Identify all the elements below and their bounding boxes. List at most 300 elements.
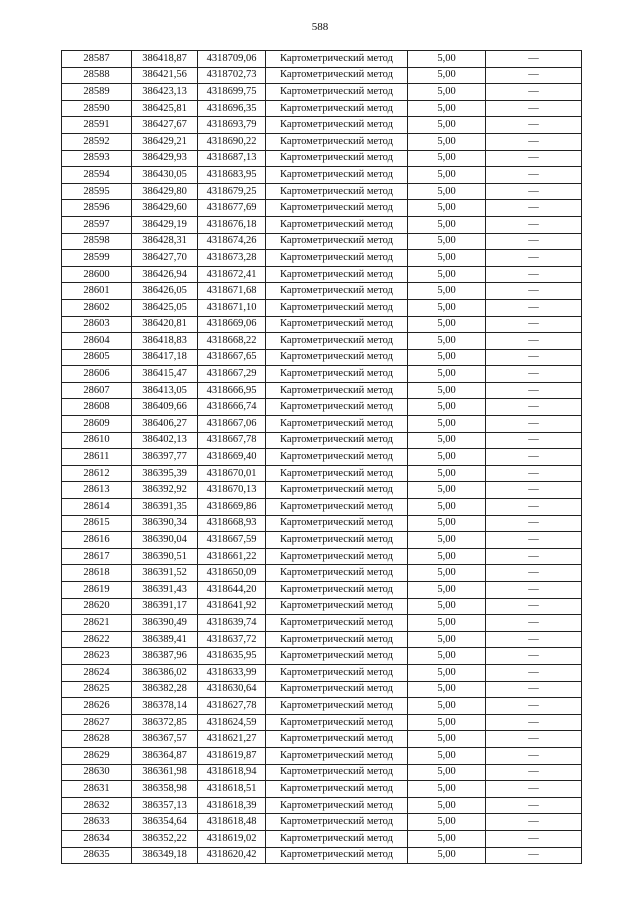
x-coordinate-cell: 386349,18 xyxy=(132,847,198,864)
table-row xyxy=(62,283,582,300)
method-cell: Картометрический метод xyxy=(266,366,408,383)
y-coordinate-cell: 4318667,78 xyxy=(198,432,266,449)
method-cell: Картометрический метод xyxy=(266,299,408,316)
method-cell: Картометрический метод xyxy=(266,781,408,798)
accuracy-cell: 5,00 xyxy=(408,664,486,681)
accuracy-cell: 5,00 xyxy=(408,548,486,565)
note-cell: — xyxy=(486,316,582,333)
method-cell: Картометрический метод xyxy=(266,150,408,167)
x-coordinate-cell: 386427,67 xyxy=(132,117,198,134)
note-cell: — xyxy=(486,349,582,366)
y-coordinate-cell: 4318668,22 xyxy=(198,333,266,350)
y-coordinate-cell: 4318661,22 xyxy=(198,548,266,565)
point-number-cell: 28608 xyxy=(62,399,132,416)
x-coordinate-cell: 386352,22 xyxy=(132,830,198,847)
x-coordinate-cell: 386427,70 xyxy=(132,250,198,267)
point-number-cell: 28606 xyxy=(62,366,132,383)
table-row xyxy=(62,681,582,698)
table-row xyxy=(62,515,582,532)
x-coordinate-cell: 386428,31 xyxy=(132,233,198,250)
accuracy-cell: 5,00 xyxy=(408,648,486,665)
accuracy-cell: 5,00 xyxy=(408,449,486,466)
y-coordinate-cell: 4318672,41 xyxy=(198,266,266,283)
table-row xyxy=(62,830,582,847)
method-cell: Картометрический метод xyxy=(266,482,408,499)
note-cell: — xyxy=(486,266,582,283)
table-row xyxy=(62,714,582,731)
accuracy-cell: 5,00 xyxy=(408,781,486,798)
note-cell: — xyxy=(486,598,582,615)
accuracy-cell: 5,00 xyxy=(408,382,486,399)
point-number-cell: 28611 xyxy=(62,449,132,466)
table-row xyxy=(62,465,582,482)
method-cell: Картометрический метод xyxy=(266,698,408,715)
method-cell: Картометрический метод xyxy=(266,615,408,632)
x-coordinate-cell: 386364,87 xyxy=(132,747,198,764)
x-coordinate-cell: 386372,85 xyxy=(132,714,198,731)
method-cell: Картометрический метод xyxy=(266,349,408,366)
table-row xyxy=(62,698,582,715)
y-coordinate-cell: 4318696,35 xyxy=(198,100,266,117)
accuracy-cell: 5,00 xyxy=(408,200,486,217)
accuracy-cell: 5,00 xyxy=(408,366,486,383)
x-coordinate-cell: 386421,56 xyxy=(132,67,198,84)
note-cell: — xyxy=(486,416,582,433)
point-number-cell: 28607 xyxy=(62,382,132,399)
table-row xyxy=(62,183,582,200)
note-cell: — xyxy=(486,449,582,466)
x-coordinate-cell: 386402,13 xyxy=(132,432,198,449)
note-cell: — xyxy=(486,216,582,233)
table-row xyxy=(62,299,582,316)
point-number-cell: 28631 xyxy=(62,781,132,798)
x-coordinate-cell: 386417,18 xyxy=(132,349,198,366)
x-coordinate-cell: 386395,39 xyxy=(132,465,198,482)
note-cell: — xyxy=(486,283,582,300)
table-row xyxy=(62,399,582,416)
table-row xyxy=(62,416,582,433)
note-cell: — xyxy=(486,200,582,217)
y-coordinate-cell: 4318667,65 xyxy=(198,349,266,366)
note-cell: — xyxy=(486,631,582,648)
method-cell: Картометрический метод xyxy=(266,681,408,698)
table-row xyxy=(62,664,582,681)
accuracy-cell: 5,00 xyxy=(408,250,486,267)
y-coordinate-cell: 4318669,40 xyxy=(198,449,266,466)
point-number-cell: 28610 xyxy=(62,432,132,449)
accuracy-cell: 5,00 xyxy=(408,631,486,648)
method-cell: Картометрический метод xyxy=(266,548,408,565)
x-coordinate-cell: 386390,51 xyxy=(132,548,198,565)
accuracy-cell: 5,00 xyxy=(408,582,486,599)
method-cell: Картометрический метод xyxy=(266,133,408,150)
table-row xyxy=(62,117,582,134)
x-coordinate-cell: 386361,98 xyxy=(132,764,198,781)
table-row xyxy=(62,631,582,648)
point-number-cell: 28596 xyxy=(62,200,132,217)
x-coordinate-cell: 386429,80 xyxy=(132,183,198,200)
y-coordinate-cell: 4318650,09 xyxy=(198,565,266,582)
method-cell: Картометрический метод xyxy=(266,183,408,200)
point-number-cell: 28625 xyxy=(62,681,132,698)
note-cell: — xyxy=(486,764,582,781)
note-cell: — xyxy=(486,797,582,814)
accuracy-cell: 5,00 xyxy=(408,183,486,200)
note-cell: — xyxy=(486,299,582,316)
x-coordinate-cell: 386358,98 xyxy=(132,781,198,798)
table-row xyxy=(62,200,582,217)
table-row xyxy=(62,615,582,632)
point-number-cell: 28633 xyxy=(62,814,132,831)
point-number-cell: 28600 xyxy=(62,266,132,283)
y-coordinate-cell: 4318683,95 xyxy=(198,167,266,184)
x-coordinate-cell: 386387,96 xyxy=(132,648,198,665)
point-number-cell: 28618 xyxy=(62,565,132,582)
note-cell: — xyxy=(486,515,582,532)
point-number-cell: 28609 xyxy=(62,416,132,433)
method-cell: Картометрический метод xyxy=(266,51,408,68)
accuracy-cell: 5,00 xyxy=(408,167,486,184)
y-coordinate-cell: 4318669,86 xyxy=(198,499,266,516)
point-number-cell: 28587 xyxy=(62,51,132,68)
method-cell: Картометрический метод xyxy=(266,216,408,233)
page-number: 588 xyxy=(311,21,329,33)
accuracy-cell: 5,00 xyxy=(408,84,486,101)
x-coordinate-cell: 386423,13 xyxy=(132,84,198,101)
method-cell: Картометрический метод xyxy=(266,648,408,665)
point-number-cell: 28622 xyxy=(62,631,132,648)
note-cell: — xyxy=(486,582,582,599)
accuracy-cell: 5,00 xyxy=(408,847,486,864)
point-number-cell: 28635 xyxy=(62,847,132,864)
table-row xyxy=(62,51,582,68)
x-coordinate-cell: 386418,87 xyxy=(132,51,198,68)
point-number-cell: 28634 xyxy=(62,830,132,847)
x-coordinate-cell: 386420,81 xyxy=(132,316,198,333)
y-coordinate-cell: 4318618,51 xyxy=(198,781,266,798)
accuracy-cell: 5,00 xyxy=(408,615,486,632)
method-cell: Картометрический метод xyxy=(266,67,408,84)
method-cell: Картометрический метод xyxy=(266,399,408,416)
note-cell: — xyxy=(486,565,582,582)
point-number-cell: 28619 xyxy=(62,582,132,599)
method-cell: Картометрический метод xyxy=(266,499,408,516)
y-coordinate-cell: 4318666,95 xyxy=(198,382,266,399)
table-row xyxy=(62,67,582,84)
point-number-cell: 28620 xyxy=(62,598,132,615)
point-number-cell: 28590 xyxy=(62,100,132,117)
y-coordinate-cell: 4318677,69 xyxy=(198,200,266,217)
note-cell: — xyxy=(486,731,582,748)
table-row xyxy=(62,349,582,366)
x-coordinate-cell: 386425,05 xyxy=(132,299,198,316)
method-cell: Картометрический метод xyxy=(266,582,408,599)
table-row xyxy=(62,814,582,831)
point-number-cell: 28612 xyxy=(62,465,132,482)
point-number-cell: 28593 xyxy=(62,150,132,167)
y-coordinate-cell: 4318671,68 xyxy=(198,283,266,300)
note-cell: — xyxy=(486,714,582,731)
y-coordinate-cell: 4318620,42 xyxy=(198,847,266,864)
note-cell: — xyxy=(486,847,582,864)
method-cell: Картометрический метод xyxy=(266,382,408,399)
accuracy-cell: 5,00 xyxy=(408,797,486,814)
accuracy-cell: 5,00 xyxy=(408,416,486,433)
y-coordinate-cell: 4318676,18 xyxy=(198,216,266,233)
note-cell: — xyxy=(486,681,582,698)
point-number-cell: 28591 xyxy=(62,117,132,134)
y-coordinate-cell: 4318639,74 xyxy=(198,615,266,632)
note-cell: — xyxy=(486,117,582,134)
y-coordinate-cell: 4318618,94 xyxy=(198,764,266,781)
note-cell: — xyxy=(486,84,582,101)
y-coordinate-cell: 4318670,01 xyxy=(198,465,266,482)
accuracy-cell: 5,00 xyxy=(408,299,486,316)
table-row xyxy=(62,764,582,781)
table-row xyxy=(62,382,582,399)
table-row xyxy=(62,781,582,798)
y-coordinate-cell: 4318687,13 xyxy=(198,150,266,167)
note-cell: — xyxy=(486,167,582,184)
point-number-cell: 28628 xyxy=(62,731,132,748)
y-coordinate-cell: 4318627,78 xyxy=(198,698,266,715)
note-cell: — xyxy=(486,615,582,632)
x-coordinate-cell: 386382,28 xyxy=(132,681,198,698)
x-coordinate-cell: 386397,77 xyxy=(132,449,198,466)
x-coordinate-cell: 386392,92 xyxy=(132,482,198,499)
x-coordinate-cell: 386391,17 xyxy=(132,598,198,615)
table-row xyxy=(62,482,582,499)
table-row xyxy=(62,167,582,184)
x-coordinate-cell: 386389,41 xyxy=(132,631,198,648)
y-coordinate-cell: 4318666,74 xyxy=(198,399,266,416)
point-number-cell: 28627 xyxy=(62,714,132,731)
x-coordinate-cell: 386354,64 xyxy=(132,814,198,831)
accuracy-cell: 5,00 xyxy=(408,698,486,715)
table-row xyxy=(62,333,582,350)
note-cell: — xyxy=(486,100,582,117)
y-coordinate-cell: 4318673,28 xyxy=(198,250,266,267)
y-coordinate-cell: 4318630,64 xyxy=(198,681,266,698)
note-cell: — xyxy=(486,814,582,831)
x-coordinate-cell: 386386,02 xyxy=(132,664,198,681)
point-number-cell: 28632 xyxy=(62,797,132,814)
y-coordinate-cell: 4318674,26 xyxy=(198,233,266,250)
accuracy-cell: 5,00 xyxy=(408,283,486,300)
point-number-cell: 28604 xyxy=(62,333,132,350)
y-coordinate-cell: 4318635,95 xyxy=(198,648,266,665)
table-row xyxy=(62,366,582,383)
point-number-cell: 28603 xyxy=(62,316,132,333)
note-cell: — xyxy=(486,698,582,715)
method-cell: Картометрический метод xyxy=(266,167,408,184)
method-cell: Картометрический метод xyxy=(266,432,408,449)
coordinates-table xyxy=(61,50,582,864)
accuracy-cell: 5,00 xyxy=(408,830,486,847)
accuracy-cell: 5,00 xyxy=(408,67,486,84)
table-row xyxy=(62,582,582,599)
x-coordinate-cell: 386391,35 xyxy=(132,499,198,516)
method-cell: Картометрический метод xyxy=(266,100,408,117)
table-row xyxy=(62,316,582,333)
x-coordinate-cell: 386409,66 xyxy=(132,399,198,416)
table-row xyxy=(62,449,582,466)
y-coordinate-cell: 4318667,06 xyxy=(198,416,266,433)
note-cell: — xyxy=(486,133,582,150)
note-cell: — xyxy=(486,233,582,250)
method-cell: Картометрический метод xyxy=(266,233,408,250)
accuracy-cell: 5,00 xyxy=(408,532,486,549)
x-coordinate-cell: 386418,83 xyxy=(132,333,198,350)
accuracy-cell: 5,00 xyxy=(408,515,486,532)
x-coordinate-cell: 386406,27 xyxy=(132,416,198,433)
x-coordinate-cell: 386415,47 xyxy=(132,366,198,383)
method-cell: Картометрический метод xyxy=(266,465,408,482)
point-number-cell: 28601 xyxy=(62,283,132,300)
method-cell: Картометрический метод xyxy=(266,266,408,283)
x-coordinate-cell: 386390,49 xyxy=(132,615,198,632)
table-row xyxy=(62,731,582,748)
y-coordinate-cell: 4318621,27 xyxy=(198,731,266,748)
x-coordinate-cell: 386429,60 xyxy=(132,200,198,217)
accuracy-cell: 5,00 xyxy=(408,499,486,516)
point-number-cell: 28615 xyxy=(62,515,132,532)
note-cell: — xyxy=(486,482,582,499)
note-cell: — xyxy=(486,465,582,482)
table-row xyxy=(62,499,582,516)
point-number-cell: 28624 xyxy=(62,664,132,681)
x-coordinate-cell: 386367,57 xyxy=(132,731,198,748)
x-coordinate-cell: 386390,34 xyxy=(132,515,198,532)
method-cell: Картометрический метод xyxy=(266,565,408,582)
method-cell: Картометрический метод xyxy=(266,747,408,764)
note-cell: — xyxy=(486,432,582,449)
point-number-cell: 28599 xyxy=(62,250,132,267)
x-coordinate-cell: 386413,05 xyxy=(132,382,198,399)
note-cell: — xyxy=(486,548,582,565)
method-cell: Картометрический метод xyxy=(266,316,408,333)
note-cell: — xyxy=(486,532,582,549)
method-cell: Картометрический метод xyxy=(266,84,408,101)
y-coordinate-cell: 4318668,93 xyxy=(198,515,266,532)
y-coordinate-cell: 4318693,79 xyxy=(198,117,266,134)
x-coordinate-cell: 386378,14 xyxy=(132,698,198,715)
point-number-cell: 28588 xyxy=(62,67,132,84)
x-coordinate-cell: 386429,21 xyxy=(132,133,198,150)
accuracy-cell: 5,00 xyxy=(408,714,486,731)
method-cell: Картометрический метод xyxy=(266,250,408,267)
accuracy-cell: 5,00 xyxy=(408,399,486,416)
table-row xyxy=(62,747,582,764)
accuracy-cell: 5,00 xyxy=(408,565,486,582)
accuracy-cell: 5,00 xyxy=(408,233,486,250)
accuracy-cell: 5,00 xyxy=(408,100,486,117)
method-cell: Картометрический метод xyxy=(266,664,408,681)
method-cell: Картометрический метод xyxy=(266,449,408,466)
x-coordinate-cell: 386357,13 xyxy=(132,797,198,814)
y-coordinate-cell: 4318641,92 xyxy=(198,598,266,615)
accuracy-cell: 5,00 xyxy=(408,764,486,781)
point-number-cell: 28595 xyxy=(62,183,132,200)
method-cell: Картометрический метод xyxy=(266,797,408,814)
table-row xyxy=(62,648,582,665)
x-coordinate-cell: 386425,81 xyxy=(132,100,198,117)
table-row xyxy=(62,150,582,167)
x-coordinate-cell: 386391,43 xyxy=(132,582,198,599)
accuracy-cell: 5,00 xyxy=(408,51,486,68)
table-row xyxy=(62,266,582,283)
note-cell: — xyxy=(486,333,582,350)
table-row xyxy=(62,133,582,150)
coordinates-table-body xyxy=(62,51,582,864)
accuracy-cell: 5,00 xyxy=(408,747,486,764)
y-coordinate-cell: 4318618,39 xyxy=(198,797,266,814)
note-cell: — xyxy=(486,830,582,847)
method-cell: Картометрический метод xyxy=(266,200,408,217)
x-coordinate-cell: 386391,52 xyxy=(132,565,198,582)
y-coordinate-cell: 4318624,59 xyxy=(198,714,266,731)
x-coordinate-cell: 386429,19 xyxy=(132,216,198,233)
accuracy-cell: 5,00 xyxy=(408,814,486,831)
x-coordinate-cell: 386426,94 xyxy=(132,266,198,283)
note-cell: — xyxy=(486,250,582,267)
accuracy-cell: 5,00 xyxy=(408,333,486,350)
point-number-cell: 28589 xyxy=(62,84,132,101)
y-coordinate-cell: 4318679,25 xyxy=(198,183,266,200)
accuracy-cell: 5,00 xyxy=(408,681,486,698)
method-cell: Картометрический метод xyxy=(266,830,408,847)
point-number-cell: 28594 xyxy=(62,167,132,184)
accuracy-cell: 5,00 xyxy=(408,465,486,482)
accuracy-cell: 5,00 xyxy=(408,482,486,499)
point-number-cell: 28613 xyxy=(62,482,132,499)
accuracy-cell: 5,00 xyxy=(408,216,486,233)
point-number-cell: 28614 xyxy=(62,499,132,516)
note-cell: — xyxy=(486,781,582,798)
y-coordinate-cell: 4318690,22 xyxy=(198,133,266,150)
table-row xyxy=(62,84,582,101)
point-number-cell: 28626 xyxy=(62,698,132,715)
method-cell: Картометрический метод xyxy=(266,515,408,532)
y-coordinate-cell: 4318702,73 xyxy=(198,67,266,84)
point-number-cell: 28597 xyxy=(62,216,132,233)
accuracy-cell: 5,00 xyxy=(408,432,486,449)
point-number-cell: 28629 xyxy=(62,747,132,764)
x-coordinate-cell: 386426,05 xyxy=(132,283,198,300)
table-row xyxy=(62,847,582,864)
point-number-cell: 28617 xyxy=(62,548,132,565)
y-coordinate-cell: 4318618,48 xyxy=(198,814,266,831)
point-number-cell: 28605 xyxy=(62,349,132,366)
note-cell: — xyxy=(486,67,582,84)
accuracy-cell: 5,00 xyxy=(408,150,486,167)
note-cell: — xyxy=(486,183,582,200)
method-cell: Картометрический метод xyxy=(266,847,408,864)
table-row xyxy=(62,233,582,250)
accuracy-cell: 5,00 xyxy=(408,598,486,615)
method-cell: Картометрический метод xyxy=(266,814,408,831)
table-row xyxy=(62,548,582,565)
y-coordinate-cell: 4318667,59 xyxy=(198,532,266,549)
table-row xyxy=(62,532,582,549)
point-number-cell: 28602 xyxy=(62,299,132,316)
y-coordinate-cell: 4318667,29 xyxy=(198,366,266,383)
table-row xyxy=(62,797,582,814)
accuracy-cell: 5,00 xyxy=(408,316,486,333)
method-cell: Картометрический метод xyxy=(266,631,408,648)
point-number-cell: 28623 xyxy=(62,648,132,665)
y-coordinate-cell: 4318619,87 xyxy=(198,747,266,764)
